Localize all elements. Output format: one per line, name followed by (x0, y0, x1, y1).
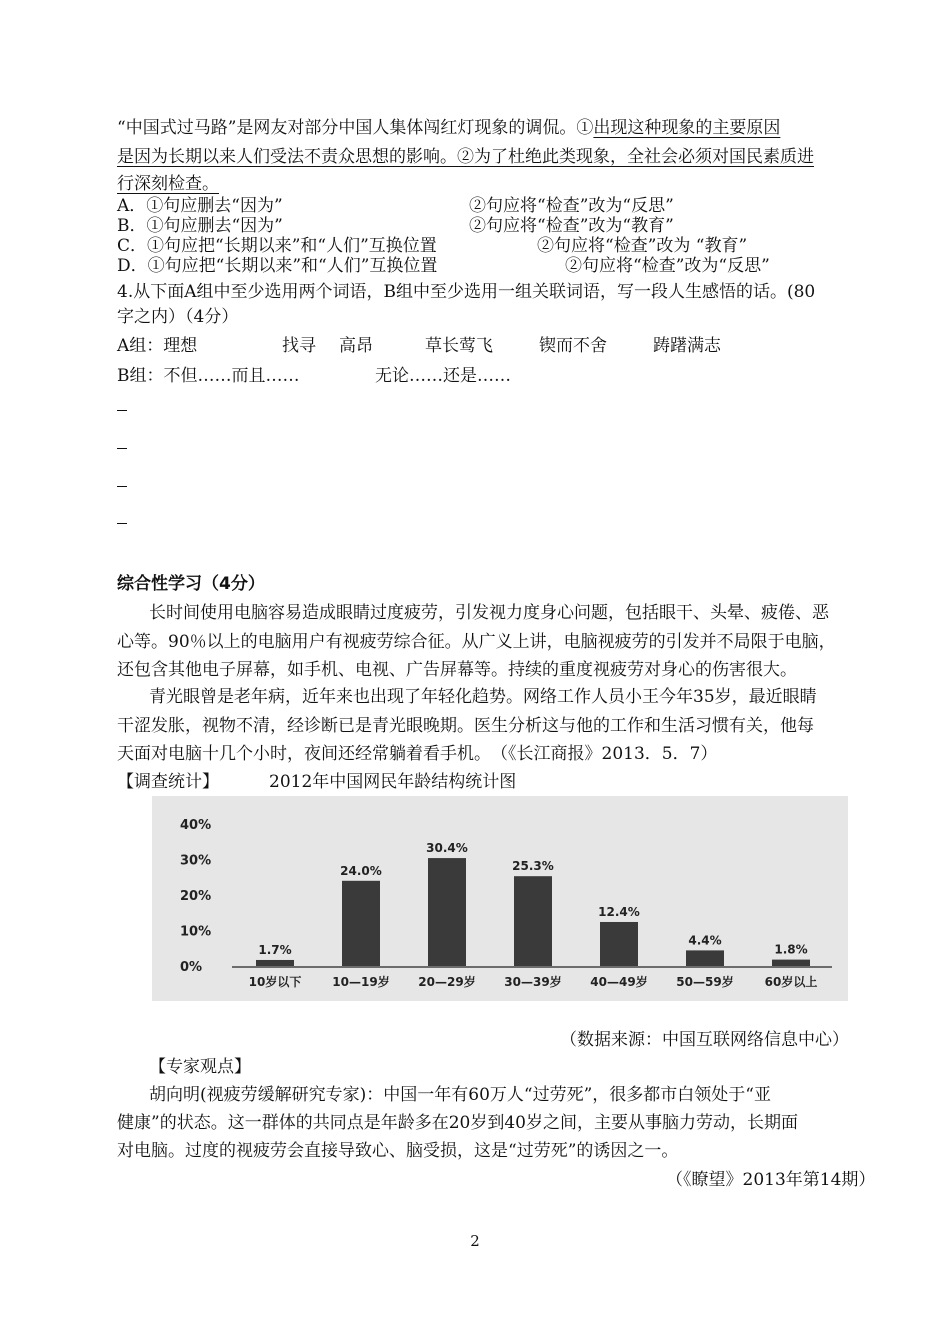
expert-line-1: 胡向明(视疲劳缓解研究专家)：中国一年有60万人“过劳死”，很多都市白领处于“亚 (149, 1085, 771, 1105)
bar-chart-svg (152, 796, 848, 1001)
option-a: A．①句应删去“因为” ②句应将“检查”改为“反思” (117, 196, 674, 216)
group-a: A组：理想 找寻 高昂 草长莺飞 锲而不舍 踌躇满志 (117, 336, 721, 356)
y-tick-label: 30% (180, 853, 212, 869)
category-label: 50—59岁 (676, 975, 734, 989)
expert-line-3: 对电脑。过度的视疲劳会直接导致心、脑受损，这是“过劳死”的诱因之一。 (117, 1141, 679, 1161)
bar-value-label: 12.4% (598, 904, 640, 919)
bar-value-label: 1.8% (774, 942, 808, 957)
bar (600, 922, 638, 966)
answer-blank-1[interactable] (117, 410, 127, 411)
page-number: 2 (470, 1232, 480, 1250)
expert-source: （《瞭望》2013年第14期） (666, 1170, 876, 1190)
answer-blank-3[interactable] (117, 486, 127, 487)
y-tick-label: 10% (180, 924, 212, 940)
para2-line-3: 天面对电脑十几个小时，夜间还经常躺着看手机。 （《长江商报》2013．5．7） (117, 744, 718, 764)
chart-title: 2012年中国网民年龄结构统计图 (269, 772, 517, 792)
expert-line-2: 健康”的状态。这一群体的共同点是年龄多在20岁到40岁之间，主要从事脑力劳动，长期面 (117, 1113, 798, 1133)
age-structure-chart (152, 796, 848, 1001)
bar-value-label: 4.4% (688, 933, 722, 948)
category-label: 60岁以上 (764, 975, 818, 989)
y-tick-label: 0% (180, 960, 203, 975)
para1-line-1: 长时间使用电脑容易造成眼睛过度疲劳，引发视力度身心问题，包括眼干、头晕、疲倦、恶 (149, 603, 829, 623)
para1-line-2: 心等。90％以上的电脑用户有视疲劳综合征。从广义上讲，电脑视疲劳的引发并不局限于电脑， (117, 632, 836, 652)
para2-line-1: 青光眼曾是老年病，近年来也出现了年轻化趋势。网络工作人员小王今年35岁，最近眼睛 (149, 687, 817, 707)
group-b: B组：不但……而且…… 无论……还是…… (117, 366, 511, 386)
option-d: D．①句应把“长期以来”和“人们”互换位置 ②句应将“检查”改为“反思” (117, 256, 770, 276)
para1-line-3: 还包含其他电子屏幕，如手机、电视、广告屏幕等。持续的重度视疲劳对身心的伤害很大。 (117, 660, 797, 680)
option-b: B．①句应删去“因为” ②句应将“检查”改为“教育” (117, 216, 674, 236)
q4-prompt-line-2: 字之内）（4分） (117, 307, 239, 327)
data-source: （数据来源：中国互联网络信息中心） (560, 1030, 849, 1050)
y-tick-label: 20% (180, 889, 212, 904)
para2-line-2: 干涩发胀，视物不清，经诊断已是青光眼晚期。医生分析这与他的工作和生活习惯有关，他每 (117, 716, 814, 736)
y-tick-label: 40% (180, 818, 212, 833)
bar (514, 876, 552, 966)
survey-heading: 【调查统计】 2012年中国网民年龄结构统计图 (117, 772, 517, 792)
bar (256, 960, 294, 966)
q4-prompt-line-1: 4.从下面A组中至少选用两个词语，B组中至少选用一组关联词语，写一段人生感悟的话。(80 (117, 282, 816, 302)
q3-sentence-line-1: “中国式过马路”是网友对部分中国人集体闯红灯现象的调侃。①出现这种现象的主要原因 (117, 118, 781, 138)
answer-blank-4[interactable] (117, 523, 127, 524)
bar (342, 881, 380, 966)
bar-value-label: 1.7% (258, 942, 292, 957)
category-label: 30—39岁 (504, 975, 562, 989)
option-c: C．①句应把“长期以来”和“人们”互换位置 ②句应将“检查”改为 “教育” (117, 236, 748, 256)
bar-value-label: 25.3% (512, 859, 554, 874)
category-label: 10—19岁 (332, 975, 390, 989)
category-label: 40—49岁 (590, 975, 648, 989)
category-label: 10岁以下 (248, 975, 302, 989)
q3-sentence-line-3: 行深刻检查。 (117, 174, 219, 194)
answer-blank-2[interactable] (117, 448, 127, 449)
bar (772, 960, 810, 966)
bar (686, 950, 724, 966)
section-title: 综合性学习（4分） (117, 574, 265, 594)
bar-value-label: 24.0% (340, 863, 382, 878)
expert-heading: 【专家观点】 (149, 1057, 251, 1077)
q3-sentence-line-2: 是因为长期以来人们受法不责众思想的影响。②为了杜绝此类现象，全社会必须对国民素质进 (117, 147, 814, 167)
bar (428, 858, 466, 966)
category-label: 20—29岁 (418, 975, 476, 989)
bar-value-label: 30.4% (426, 841, 468, 856)
